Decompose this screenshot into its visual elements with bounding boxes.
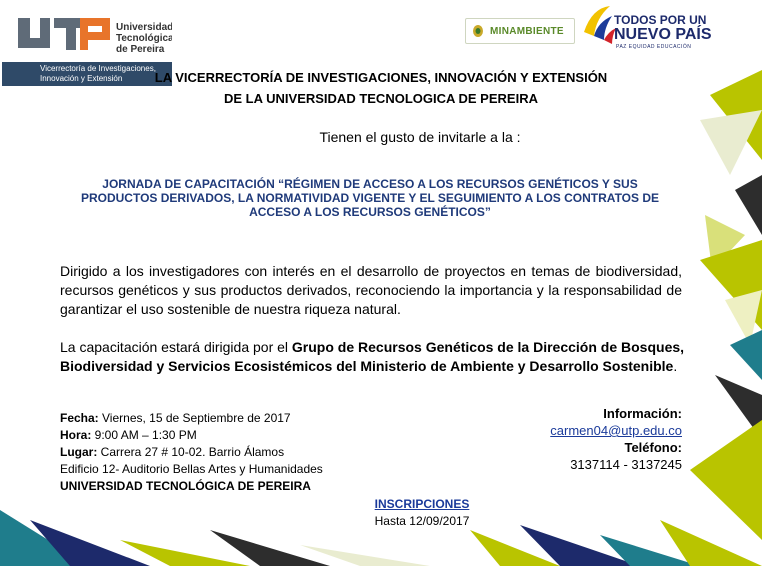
event-title xyxy=(60,177,680,219)
utp-name-3: de Pereira xyxy=(116,44,165,55)
contact-info xyxy=(520,405,682,473)
utp-name-1: Universidad xyxy=(116,22,172,33)
event-title-line-1: JORNADA DE CAPACITACIÓN “RÉGIMEN DE ACCESO A LOS RECURSOS GENÉTICOS Y SUS xyxy=(102,177,638,191)
phone-label: Teléfono: xyxy=(624,440,682,455)
utp-subtitle-line-1: Vicerrectoría de Investigaciones, xyxy=(40,64,156,73)
organizer-end: . xyxy=(673,358,678,374)
event-title-line-2: PRODUCTOS DERIVADOS, LA NORMATIVIDAD VIGENTE Y EL SEGUIMIENTO A LOS CONTRATOS DE xyxy=(80,191,660,205)
nuevo-pais-line-2: NUEVO PAÍS xyxy=(614,26,712,43)
coat-of-arms-icon xyxy=(472,24,484,38)
time-label: Hora: xyxy=(60,428,92,442)
detail-date xyxy=(60,410,323,427)
date-value: Viernes, 15 de Septiembre de 2017 xyxy=(98,411,291,425)
time-value: 9:00 AM – 1:30 PM xyxy=(91,428,197,442)
event-title-line-3: ACCESO A LOS RECURSOS GENÉTICOS” xyxy=(249,205,491,219)
info-label: Información: xyxy=(603,406,682,421)
utp-subtitle-line-2: Innovación y Extensión xyxy=(40,74,123,83)
nuevo-pais-line-3: PAZ EQUIDAD EDUCACIÓN xyxy=(616,44,692,50)
triangle-pale-bottom-center xyxy=(300,545,430,566)
detail-place xyxy=(60,444,323,461)
detail-building: Edificio 12- Auditorio Bellas Artes y Humanidades xyxy=(60,462,323,476)
utp-name-2: Tecnológica xyxy=(116,33,172,44)
registration xyxy=(322,496,522,530)
audience-paragraph: Dirigido a los investigadores con interés en el desarrollo de proyectos en temas de biodiversidad, recursos genéticos y sus productos derivados, reconociendo la importancia y la responsabilidad de garantizar el uso sostenible de nuestra riqueza natural. xyxy=(60,263,682,317)
organizer-paragraph xyxy=(60,338,690,376)
phone-number: 3137114 - 3137245 xyxy=(570,457,682,472)
triangle-dark-top xyxy=(735,175,762,235)
page-title-line-2: DE LA UNIVERSIDAD TECNOLOGICA DE PEREIRA xyxy=(224,91,538,106)
place-value: Carrera 27 # 10-02. Barrio Álamos xyxy=(97,445,285,459)
utp-logo-mark-icon xyxy=(2,2,172,64)
page-title-line-1: LA VICERRECTORÍA DE INVESTIGACIONES, INNOVACIÓN Y EXTENSIÓN xyxy=(154,70,608,85)
triangle-green-bottom xyxy=(690,420,762,540)
event-details xyxy=(60,410,323,495)
organizer-lead: La capacitación estará dirigida por el xyxy=(60,339,292,355)
invitation-text: Tienen el gusto de invitarle a la : xyxy=(319,129,521,145)
nuevo-pais-line-1: TODOS POR UN xyxy=(614,13,707,27)
minambiente-text: MINAMBIENTE xyxy=(490,25,564,37)
detail-university: UNIVERSIDAD TECNOLÓGICA DE PEREIRA xyxy=(60,479,311,493)
triangle-teal-mid xyxy=(730,330,762,380)
place-label: Lugar: xyxy=(60,445,98,459)
minambiente-logo xyxy=(465,18,575,44)
registration-link[interactable]: INSCRIPCIONES xyxy=(374,497,470,511)
registration-deadline: Hasta 12/09/2017 xyxy=(374,514,470,528)
detail-time xyxy=(60,427,323,444)
date-label: Fecha: xyxy=(60,411,99,425)
contact-email-link[interactable]: carmen04@utp.edu.co xyxy=(550,423,682,438)
organizer-name: Grupo de Recursos Genéticos de la Dirección de Bosques, Biodiversidad y Servicios Ecosistémicos del Ministerio de Ambiente y Desarrollo Sostenible xyxy=(60,339,685,374)
